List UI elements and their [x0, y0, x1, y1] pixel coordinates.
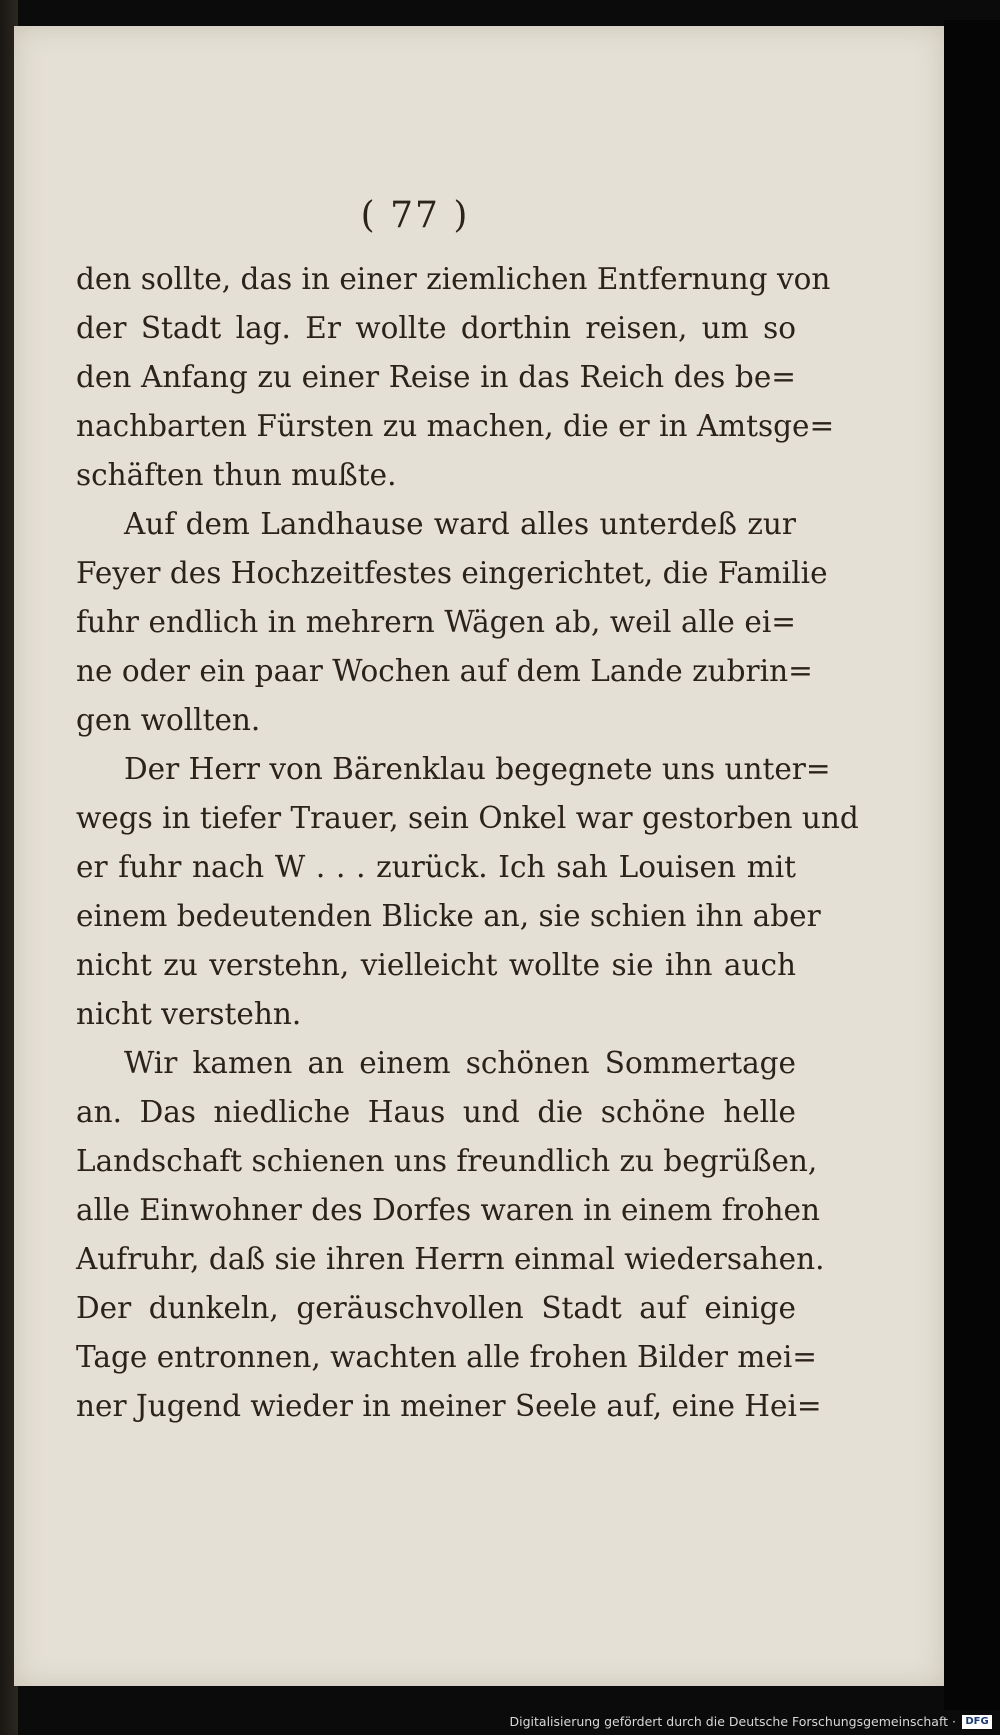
scan-margin: [944, 20, 1000, 1710]
text-line: einem bedeutenden Blicke an, sie schien ihn aber: [76, 899, 821, 933]
text-line: nicht zu verstehn, vielleicht wollte sie ihn auch: [76, 948, 796, 982]
digitization-credit: Digitalisierung gefördert durch die Deutsche Forschungsgemeinschaft ·: [509, 1714, 956, 1729]
text-line: den Anfang zu einer Reise in das Reich des be=: [76, 360, 796, 394]
text-line: schäften thun mußte.: [76, 458, 397, 492]
text-line: Auf dem Landhause ward alles unterdeß zur: [124, 507, 796, 541]
text-line: alle Einwohner des Dorfes waren in einem frohen: [76, 1193, 820, 1227]
text-line: Der Herr von Bärenklau begegnete uns unter=: [124, 752, 831, 786]
text-line: Tage entronnen, wachten alle frohen Bilder mei=: [76, 1340, 817, 1374]
body-text: [76, 255, 859, 1431]
text-line: Aufruhr, daß sie ihren Herrn einmal wiedersahen.: [76, 1242, 825, 1276]
text-line: Wir kamen an einem schönen Sommertage: [124, 1046, 796, 1080]
text-line: den sollte, das in einer ziemlichen Entfernung von: [76, 262, 831, 296]
text-line: gen wollten.: [76, 703, 261, 737]
text-line: Feyer des Hochzeitfestes eingerichtet, die Familie: [76, 556, 828, 590]
text-line: nicht verstehn.: [76, 997, 302, 1031]
text-line: er fuhr nach W . . . zurück. Ich sah Louisen mit: [76, 850, 796, 884]
page-number: ( 77 ): [360, 195, 470, 236]
text-line: ne oder ein paar Wochen auf dem Lande zubrin=: [76, 654, 813, 688]
dfg-logo: DFG: [962, 1715, 992, 1729]
text-line: ner Jugend wieder in meiner Seele auf, eine Hei=: [76, 1389, 822, 1423]
text-line: Der dunkeln, geräuschvollen Stadt auf einige: [76, 1291, 796, 1325]
text-line: nachbarten Fürsten zu machen, die er in Amtsge=: [76, 409, 835, 443]
text-line: an. Das niedliche Haus und die schöne helle: [76, 1095, 796, 1129]
text-line: Landschaft schienen uns freundlich zu begrüßen,: [76, 1144, 818, 1178]
text-line: wegs in tiefer Trauer, sein Onkel war gestorben und: [76, 801, 859, 835]
text-line: der Stadt lag. Er wollte dorthin reisen, um so: [76, 311, 796, 345]
text-line: fuhr endlich in mehrern Wägen ab, weil alle ei=: [76, 605, 796, 639]
